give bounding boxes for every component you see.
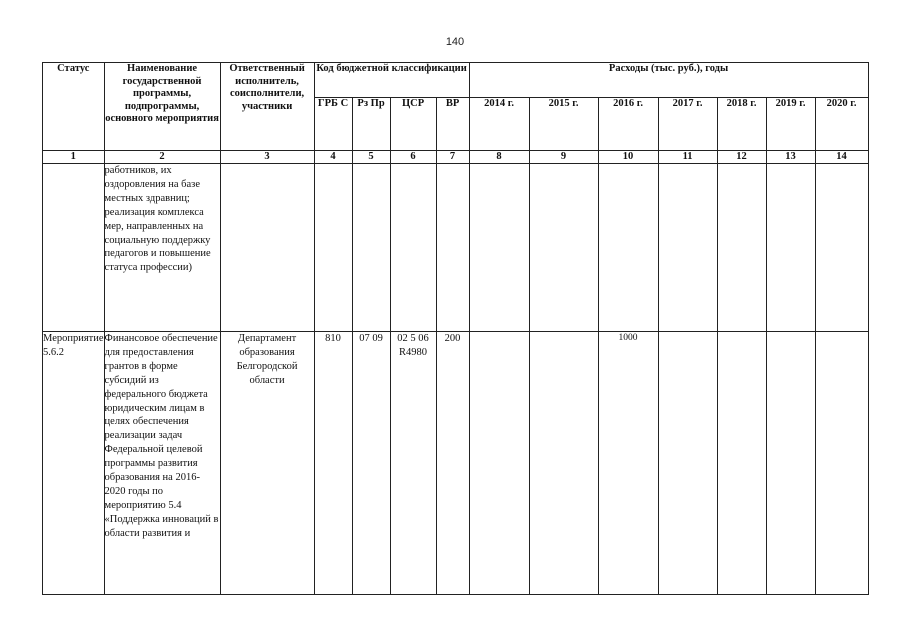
row-rzpr — [352, 164, 390, 332]
column-number: 11 — [658, 151, 717, 164]
row-status: Мероприятие 5.6.2 — [43, 332, 105, 595]
column-number: 3 — [220, 151, 314, 164]
row-responsible — [220, 164, 314, 332]
row-expense — [598, 164, 658, 332]
row-csr — [390, 164, 436, 332]
header-name: Наименование государственной программы, подпрограммы, основного мероприятия — [104, 63, 220, 151]
header-expenses: Расходы (тыс. руб.), годы — [469, 63, 868, 98]
row-expense — [658, 164, 717, 332]
header-vr: ВР — [436, 98, 469, 151]
column-number: 9 — [529, 151, 598, 164]
row-expense: 1000 — [598, 332, 658, 595]
header-year: 2018 г. — [717, 98, 766, 151]
header-grbs: ГРБ С — [314, 98, 352, 151]
column-number: 4 — [314, 151, 352, 164]
row-csr: 02 5 06 R4980 — [390, 332, 436, 595]
row-expense — [766, 164, 815, 332]
column-number: 1 — [43, 151, 105, 164]
row-expense — [766, 332, 815, 595]
column-number-row — [43, 151, 869, 164]
row-name: работников, их оздоровления на базе местных здравниц; реализация комплекса мер, направленных на социальную поддержку педагогов и повышение статуса профессии) — [104, 164, 220, 332]
page-number: 140 — [445, 36, 465, 48]
column-number: 2 — [104, 151, 220, 164]
row-vr: 200 — [436, 332, 469, 595]
column-number: 5 — [352, 151, 390, 164]
header-year: 2020 г. — [815, 98, 868, 151]
row-expense — [717, 164, 766, 332]
header-year: 2014 г. — [469, 98, 529, 151]
header-year: 2019 г. — [766, 98, 815, 151]
header-row-top — [43, 63, 869, 98]
table-row — [43, 164, 869, 332]
header-responsible: Ответственный исполнитель, соисполнители, участники — [220, 63, 314, 151]
row-grbs — [314, 164, 352, 332]
row-expense — [815, 332, 868, 595]
table-row — [43, 332, 869, 595]
header-year: 2015 г. — [529, 98, 598, 151]
row-expense — [469, 164, 529, 332]
column-number: 7 — [436, 151, 469, 164]
header-year: 2016 г. — [598, 98, 658, 151]
column-number: 6 — [390, 151, 436, 164]
header-csr: ЦСР — [390, 98, 436, 151]
row-expense — [717, 332, 766, 595]
row-status — [43, 164, 105, 332]
column-number: 13 — [766, 151, 815, 164]
header-status: Статус — [43, 63, 105, 151]
row-responsible: Департамент образования Белгородской области — [220, 332, 314, 595]
budget-table — [42, 62, 869, 595]
header-year: 2017 г. — [658, 98, 717, 151]
column-number: 8 — [469, 151, 529, 164]
row-expense — [529, 332, 598, 595]
column-number: 12 — [717, 151, 766, 164]
row-name: Финансовое обеспечение для предоставления грантов в форме субсидий из федерального бюджета юридическим лицам в целях обеспечения реализации задач Федеральной целевой программы развития образования на 2016-2020 годы по мероприятию 5.4 «Поддержка инноваций в области развития и — [104, 332, 220, 595]
row-vr — [436, 164, 469, 332]
header-rzpr: Рз Пр — [352, 98, 390, 151]
header-budget-code: Код бюджетной классификации — [314, 63, 469, 98]
row-grbs: 810 — [314, 332, 352, 595]
row-expense — [658, 332, 717, 595]
row-expense — [469, 332, 529, 595]
row-expense — [815, 164, 868, 332]
column-number: 10 — [598, 151, 658, 164]
row-rzpr: 07 09 — [352, 332, 390, 595]
row-expense — [529, 164, 598, 332]
column-number: 14 — [815, 151, 868, 164]
